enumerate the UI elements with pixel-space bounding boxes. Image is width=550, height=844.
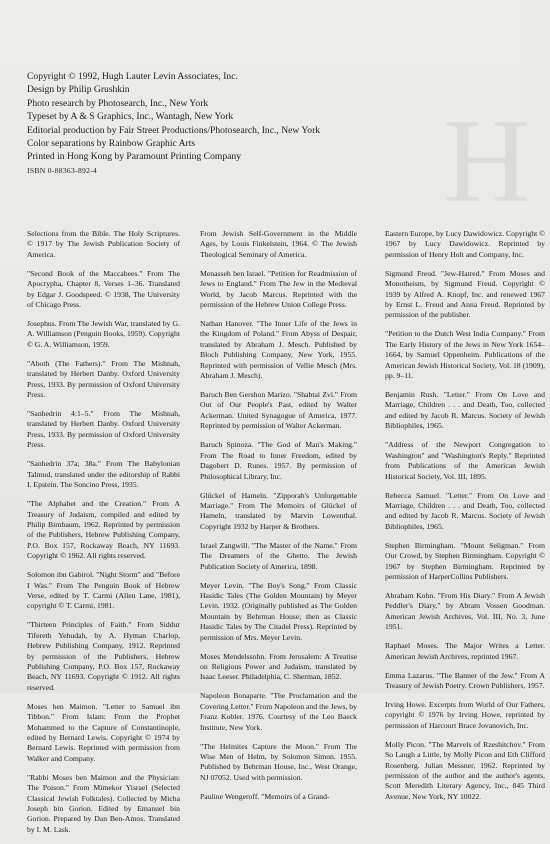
- credit-entry: "Thirteen Principles of Faith." From Siddur Tifereth Yehudah, by A. Hyman Charlop, Hebrew Publishing Company, 1912. Reprinted by permission of the Publishers, Hebrew Publishing Company, P.O. Box 157, Rockaway Beach, NY 11693. Copyright © 1912. All rights reserved.: [27, 620, 180, 692]
- isbn: ISBN 0-88363-892-4: [27, 165, 98, 175]
- credit-entry: Raphael Moses. The Major Writes a Letter. American Jewish Archives, reprinted 1967.: [385, 641, 545, 661]
- credit-entry: Menasseh ben Israel. "Petition for Readmission of Jews to England." From The Jew in the Medieval World, by Jacob Marcus. Reprinted with the permission of the Hebrew Union College Press.: [200, 268, 357, 310]
- credit-entry: "The Alphabet and the Creation." From A Treasury of Judaism, compiled and edited by Philip Birnbaum, 1962. Reprinted by permission of the Publishers, Hebrew Publishing Company, P.O. Box 157, Rockaway Beach, NY 11693. Copyright © 1962. All rights reserved.: [27, 499, 180, 561]
- watermark-bleed-through: H: [443, 94, 550, 227]
- credit-entry: Baruch Spinoza. "The God of Man's Making." From The Road to Inner Freedom, edited by Dagobert D. Runes. 1957. By permission of Philosophical Library, Inc.: [200, 440, 357, 481]
- credit-entry: Napoleon Bonaparte. "The Proclamation and the Covering Letter." From Napoleon and the Jews, by Franz Kobler. 1976. Courtesy of the Leo Baeck Institute, New York.: [200, 691, 357, 732]
- credit-entry: "Second Book of the Maccabees." From The Apocrypha, Chapter 8, Verses 1–36. Translated by Edgar J. Goodspeed. © 1938, The University of Chicago Press.: [27, 268, 180, 310]
- credit-entry: Moses ben Maimon. "Letter to Samuel ibn Tibbon." From Islam: From the Prophet Mohammed to the Capture of Constantinople, edited by Bernard Lewis. Copyright © 1974 by Bernard Lewis. Reprinted with permission from Walker and Company.: [27, 701, 180, 763]
- imprint-line: Editorial production by Fair Street Productions/Photosearch, Inc., New York: [27, 124, 321, 136]
- credit-entry: Rebecca Samuel. "Letter." From On Love and Marriage, Children . . . and Death, Too, collected and edited by Jacob R. Marcus. Society of Jewish Bibliophiles, 1965.: [385, 490, 545, 531]
- acknowledgments-column-2: [200, 229, 357, 811]
- acknowledgments: [0, 229, 545, 834]
- credit-entry: Glückel of Hameln. "Zipporah's Unforgettable Marriage." From The Memoirs of Glückel of Hameln, translated by Marvin Lowenthal. Copyright 1932 by Harper & Brothers.: [200, 490, 357, 531]
- credit-entry: Baruch Ben Gershon Marizo. "Shabtai Zvi." From Out of Our People's Past, edited by Walter Ackerman. United Synagogue of America, 1977. Reprinted by permission of Walter Ackerman.: [200, 390, 357, 431]
- credit-entry: "Sanhedrin 37a; 38a." From The Babylonian Talmud, translated under the editorship of Rabbi I. Epstein. The Soncino Press, 1935.: [27, 459, 180, 490]
- credit-entry: Sigmund Freud. "Jew-Hatred." From Moses and Monotheism, by Sigmund Freud. Copyright © 1939 by Alfred A. Knopf, Inc. and renewed 1967 by Ernst L. Freud and Anna Freud. Reprinted by permission of the publisher.: [385, 268, 545, 320]
- credit-entry: Stephen Birmingham. "Mount Seligman." From Our Crowd, by Stephen Birmingham. Copyright © 1967 by Stephen Birmingham. Reprinted by permission of HarperCollins Publishers.: [385, 540, 545, 581]
- credit-entry: From Jewish Self-Government in the Middle Ages, by Louis Finkelstein, 1964. © The Jewish Theological Seminary of America.: [200, 229, 357, 259]
- credit-entry: "Sanhedrin 4:1–5." From The Mishnah, translated by Herbert Danby. Oxford University Press, 1933. By permission of Oxford University Press.: [27, 409, 180, 450]
- credit-entry: "Aboth (The Fathers)." From The Mishnah, translated by Herbert Danby. Oxford University Press, 1933. By permission of Oxford University Press.: [27, 358, 180, 400]
- credit-entry: "Petition to the Dutch West India Company." From The Early History of the Jews in New York 1654–1664, by Samuel Oppenheim. Publications of the American Jewish Historical Society, Vol. 18 (1909), pp. 9–11.: [385, 329, 545, 381]
- imprint-line: Color separations by Rainbow Graphic Arts: [27, 138, 196, 150]
- credit-entry: Emma Lazarus. "The Banner of the Jew." From A Treasury of Jewish Poetry. Crown Publishers, 1957.: [385, 670, 545, 690]
- credit-entry: Nathan Hanover. "The Inner Life of the Jews in the Kingdom of Poland." From Abyss of Despair, translated by Abraham J. Mesch. Published by Bloch Publishing Company, New York, 1955. Reprinted with permission of Vellie Mesch (Mrs. Abraham J. Mesch).: [200, 319, 357, 381]
- credit-entry: "Rabbi Moses ben Maimon and the Physician: The Poison." From Mimekor Yisrael (Selected Classical Jewish Folktales). Collected by Micha Joseph bin Gorion. Edited by Emanuel bin Gorion. Prepared by Dan Ben-Amos. Translated by I. M. Lask.: [27, 772, 180, 834]
- credit-entry: Moses Mendelssohn. From Jerusalem: A Treatise on Religious Power and Judaism, translated by Isaac Leeser. Philadelphia, C. Sherman, 1852.: [200, 651, 357, 682]
- imprint-line: Printed in Hong Kong by Paramount Printing Company: [27, 151, 241, 163]
- credit-entry: Irving Howe. Excerpts from World of Our Fathers, copyright © 1976 by Irving Howe, reprinted by permission of Harcourt Brace Jovanovich, Inc.: [385, 699, 545, 730]
- acknowledgments-column-1: [27, 229, 180, 844]
- imprint-line: Copyright © 1992, Hugh Lauter Levin Associates, Inc.: [27, 71, 238, 82]
- credit-entry: Selections from the Bible. The Holy Scriptures. © 1917 by The Jewish Publication Society of America.: [27, 229, 180, 259]
- credit-entry: Meyer Levin. "The Boy's Song." From Classic Hasidic Tales (The Golden Mountain) by Meyer Levin. 1932. (Originally published as The Golden Mountain by Behrman House; then as Classic Hasidic Tales by The Citadel Press). Reprinted by permission of Mrs. Meyer Levin.: [200, 580, 357, 642]
- credit-entry: Solomon ibn Gabirol. "Night Storm" and "Before I Was." From The Penguin Book of Hebrew Verse, edited by T. Carmi (Allen Lane, 1981), copyright © T. Carmi, 1981.: [27, 570, 180, 611]
- credit-entry: Josephus. From The Jewish War, translated by G. A. Williamson (Penguin Books, 1959). Copyright © G. A. Williamson, 1959.: [27, 319, 180, 349]
- credit-entry: Israel Zangwill. "The Master of the Name." From The Dreamers of the Ghetto. The Jewish Publication Society of America, 1898.: [200, 540, 357, 571]
- credit-entry: "Address of the Newport Congregation to Washington" and "Washington's Reply." Reprinted from Publications of the American Jewish Historical Society, Vol. III, 1895.: [385, 440, 545, 481]
- credit-entry: Benjamin Rush. "Letter." From On Love and Marriage, Children . . . and Death, Too, collected and edited by Jacob R. Marcus. Society of Jewish Bibliophiles, 1965.: [385, 390, 545, 431]
- credit-entry: Pauline Wengeroff. "Memoirs of a Grand-: [200, 791, 330, 801]
- credit-entry: Abraham Kohn. "From His Diary." From A Jewish Peddler's Diary," by Abram Vossen Goodman. American Jewish Archives, Vol. III, No. 3, June 1951.: [385, 590, 545, 632]
- credit-entry: Eastern Europe, by Lucy Dawidowicz. Copyright © 1967 by Lucy Dawidowicz. Reprinted by permission of Henry Holt and Company, Inc.: [385, 229, 545, 259]
- imprint-line: Typeset by A & S Graphics, Inc., Wantagh, New York: [27, 111, 234, 123]
- imprint-line: Photo research by Photosearch, Inc., New York: [27, 97, 209, 109]
- credit-entry: Molly Picon. "The Marvels of Rzeshitchov." From So Laugh a Little, by Molly Picon and Eth Clifford Rosenberg. Julian Messner, 1962. Reprinted by permission of the author and the author's agents, Scott Meredith Literary Agency, Inc., 845 Third Avenue, New York, NY 10022.: [385, 739, 545, 801]
- credit-entry: "The Helmites Capture the Moon." From The Wise Men of Helm, by Solomon Simon. 1955. Published by Behrman House, Inc., West Orange, NJ 07052. Used with permission.: [200, 741, 357, 782]
- imprint-line: Design by Philip Grushkin: [27, 84, 130, 96]
- acknowledgments-column-3: [385, 229, 545, 811]
- imprint-block: [27, 70, 497, 177]
